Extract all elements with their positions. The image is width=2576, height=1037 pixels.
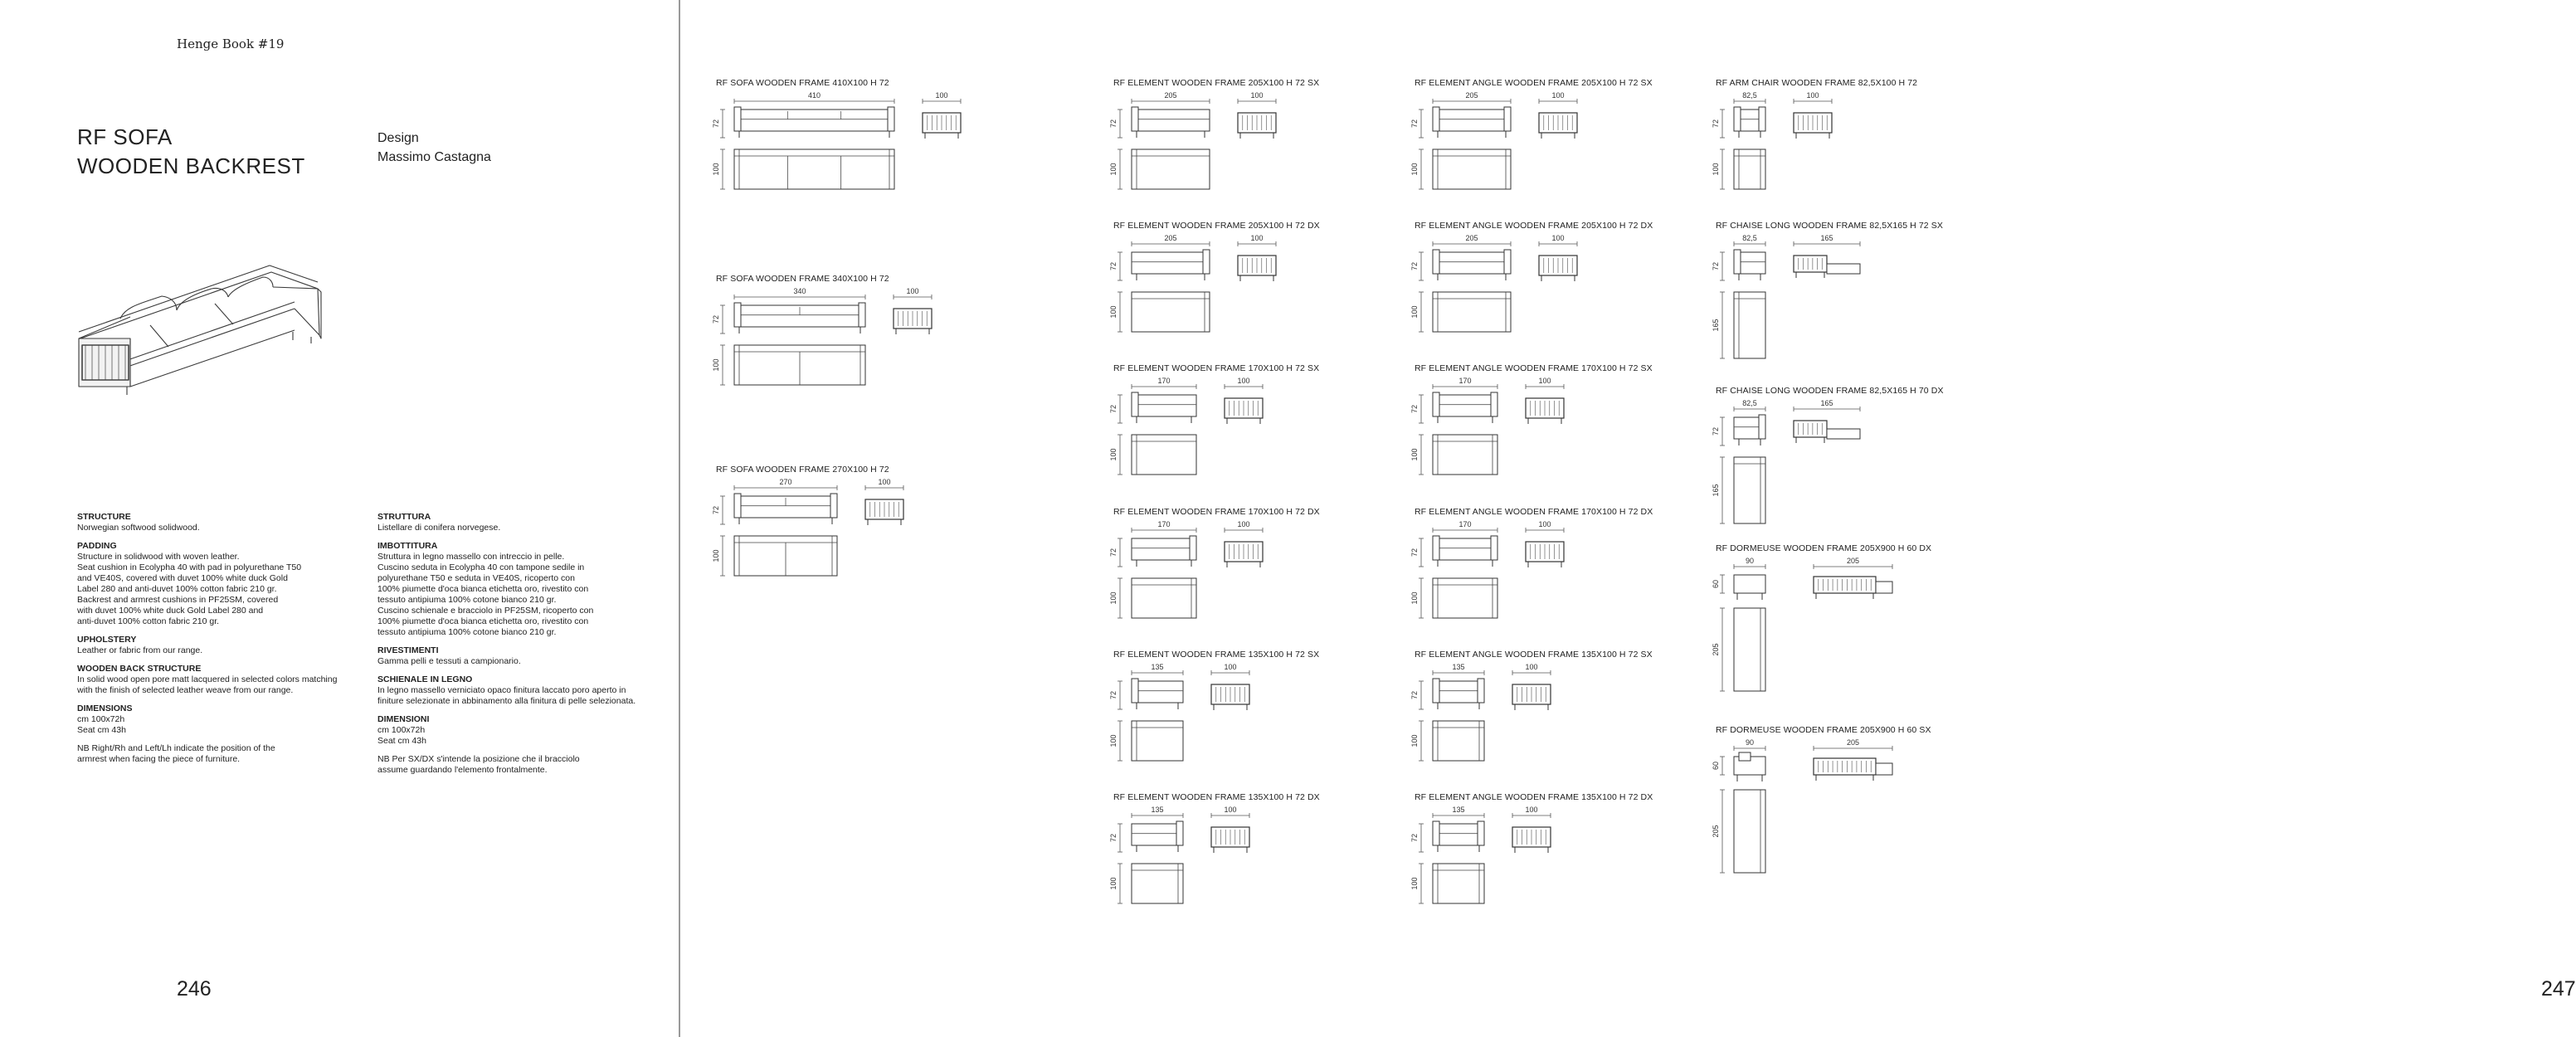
dimension-label: 72 xyxy=(1109,833,1118,843)
spec-heading: WOODEN BACK STRUCTURE xyxy=(77,664,202,674)
specs-italian xyxy=(377,512,676,776)
spec-body: Leather or fabric from our range. xyxy=(77,645,203,655)
spec-note: NB Per SX/DX s'intende la posizione che il bracciolo assume guardando l'elemento frontalmente. xyxy=(377,754,580,775)
dimension-label: 165 xyxy=(1712,319,1720,332)
dimension-label: 100 xyxy=(1237,520,1250,528)
dimension-label: 170 xyxy=(1157,377,1171,385)
dimension-label: 72 xyxy=(1712,119,1720,129)
model-title: RF SOFA WOODEN FRAME 270X100 H 72 xyxy=(716,465,889,475)
dimension-label: 205 xyxy=(1465,91,1478,100)
designer-name: Massimo Castagna xyxy=(377,150,491,164)
dimension-label: 72 xyxy=(1109,690,1118,700)
dimension-label: 82,5 xyxy=(1742,399,1757,407)
model-title: RF ELEMENT ANGLE WOODEN FRAME 170X100 H 72 DX xyxy=(1415,507,1653,517)
dimension-label: 100 xyxy=(1109,734,1118,747)
dimension-label: 165 xyxy=(1712,484,1720,497)
model-title: RF DORMEUSE WOODEN FRAME 205X900 H 60 DX xyxy=(1716,543,1932,553)
product-title xyxy=(77,123,305,181)
dimension-label: 170 xyxy=(1458,377,1472,385)
dimension-label: 205 xyxy=(1465,234,1478,242)
dimension-label: 100 xyxy=(906,287,919,295)
spec-body: Gamma pelli e tessuti a campionario. xyxy=(377,656,521,666)
dimension-label: 72 xyxy=(1712,426,1720,436)
dimension-label: 100 xyxy=(1525,663,1538,671)
drawing-sofa xyxy=(712,91,965,244)
design-label: Design xyxy=(377,131,419,145)
dimension-label: 100 xyxy=(1250,91,1264,100)
dimension-label: 72 xyxy=(1410,261,1419,271)
dimension-label: 82,5 xyxy=(1742,91,1757,100)
model-title: RF CHAISE LONG WOODEN FRAME 82,5X165 H 72 SX xyxy=(1716,221,1943,231)
dimension-label: 100 xyxy=(1551,91,1565,100)
dimension-label: 100 xyxy=(1538,377,1551,385)
spec-heading: IMBOTTITURA xyxy=(377,541,438,551)
model-title: RF CHAISE LONG WOODEN FRAME 82,5X165 H 70 DX xyxy=(1716,386,1944,396)
dimension-label: 100 xyxy=(712,358,720,372)
dimension-label: 72 xyxy=(1410,119,1419,129)
model-title: RF SOFA WOODEN FRAME 410X100 H 72 xyxy=(716,78,889,88)
spec-heading: DIMENSIONI xyxy=(377,714,430,724)
dimension-label: 100 xyxy=(1224,806,1237,814)
dimension-label: 100 xyxy=(1410,448,1419,461)
model-title: RF ELEMENT ANGLE WOODEN FRAME 135X100 H 72 DX xyxy=(1415,792,1653,802)
spec-heading: STRUTTURA xyxy=(377,512,431,522)
left-page xyxy=(0,0,679,1037)
spec-heading: DIMENSIONS xyxy=(77,704,133,713)
dimension-label: 100 xyxy=(712,163,720,176)
dimension-label: 100 xyxy=(1410,305,1419,319)
dimension-label: 100 xyxy=(1410,163,1419,176)
dimension-label: 72 xyxy=(1109,548,1118,557)
dimension-label: 72 xyxy=(1109,261,1118,271)
dimension-label: 72 xyxy=(1410,690,1419,700)
dimension-label: 72 xyxy=(712,505,720,515)
dimension-label: 100 xyxy=(1410,877,1419,890)
drawing-sofa xyxy=(712,287,965,440)
dimension-label: 100 xyxy=(1712,163,1720,176)
spec-heading: STRUCTURE xyxy=(77,512,131,522)
dimension-label: 60 xyxy=(1712,579,1720,589)
dimension-label: 170 xyxy=(1157,520,1171,528)
drawing-dormeuse-dx xyxy=(1712,557,1965,709)
dimension-label: 165 xyxy=(1820,399,1833,407)
model-title: RF DORMEUSE WOODEN FRAME 205X900 H 60 SX xyxy=(1716,725,1931,735)
dimension-label: 205 xyxy=(1712,643,1720,656)
model-title: RF ELEMENT ANGLE WOODEN FRAME 135X100 H 72 SX xyxy=(1415,650,1653,660)
dimension-label: 72 xyxy=(1410,404,1419,414)
model-title: RF ELEMENT WOODEN FRAME 170X100 H 72 SX xyxy=(1113,363,1320,373)
model-title: RF ARM CHAIR WOODEN FRAME 82,5X100 H 72 xyxy=(1716,78,1918,88)
dimension-label: 60 xyxy=(1712,761,1720,771)
dimension-label: 170 xyxy=(1458,520,1472,528)
model-title: RF ELEMENT WOODEN FRAME 135X100 H 72 DX xyxy=(1113,792,1320,802)
model-title: RF ELEMENT WOODEN FRAME 205X100 H 72 DX xyxy=(1113,221,1320,231)
spec-heading: PADDING xyxy=(77,541,117,551)
dimension-label: 72 xyxy=(712,119,720,129)
dimension-label: 270 xyxy=(779,478,792,486)
spec-heading: RIVESTIMENTI xyxy=(377,645,439,655)
dimension-label: 72 xyxy=(1712,261,1720,271)
page-number-right: 247 xyxy=(2541,977,2576,1000)
dimension-label: 72 xyxy=(1109,119,1118,129)
page-number-left: 246 xyxy=(177,977,212,1000)
spec-body: Listellare di conifera norvegese. xyxy=(377,523,501,533)
dimension-label: 205 xyxy=(1846,738,1860,747)
dimension-label: 100 xyxy=(1551,234,1565,242)
drawing-element-dx xyxy=(1109,806,1362,958)
dimension-label: 100 xyxy=(1806,91,1819,100)
dimension-label: 100 xyxy=(1109,877,1118,890)
drawing-angle-dx xyxy=(1410,806,1663,958)
dimension-label: 100 xyxy=(1538,520,1551,528)
dimension-label: 205 xyxy=(1164,91,1177,100)
product-title-line2: WOODEN BACKREST xyxy=(77,153,305,178)
dimension-label: 90 xyxy=(1745,557,1755,565)
dimension-label: 100 xyxy=(1109,592,1118,605)
dimension-label: 100 xyxy=(712,549,720,562)
model-title: RF ELEMENT ANGLE WOODEN FRAME 205X100 H 72 DX xyxy=(1415,221,1653,231)
drawing-sofa xyxy=(712,478,965,630)
dimension-label: 100 xyxy=(1410,734,1419,747)
dimension-label: 100 xyxy=(1410,592,1419,605)
model-title: RF ELEMENT WOODEN FRAME 135X100 H 72 SX xyxy=(1113,650,1320,660)
dimension-label: 100 xyxy=(1237,377,1250,385)
dimension-label: 100 xyxy=(1109,305,1118,319)
spec-body: In solid wood open pore matt lacquered in selected colors matching with the finish of selected leather weave from our range. xyxy=(77,674,338,695)
spec-body: Struttura in legno massello con intreccio in pelle. Cuscino seduta in Ecolypha 40 con tampone sedile in polyurethane T50 e seduta in VE40S, ricoperto con 100% piumette d'oca bianca etichetta oro, rivestito con tessuto antipiuma 100% cotone bianco 210 gr. Cuscino schienale e bracciolo in PF25SM, ricoperto con 100% piumette d'oca bianca etichetta oro, rivestito con tessuto antipiuma 100% cotone bianco 210 gr. xyxy=(377,552,594,637)
dimension-label: 90 xyxy=(1745,738,1755,747)
dimension-label: 72 xyxy=(1410,833,1419,843)
spec-heading: SCHIENALE IN LEGNO xyxy=(377,674,473,684)
sofa-perspective-illustration xyxy=(71,259,332,400)
drawing-chaise-dx xyxy=(1712,399,1965,552)
dimension-label: 135 xyxy=(1452,663,1465,671)
dimension-label: 135 xyxy=(1151,663,1164,671)
spec-body: In legno massello verniciato opaco finitura laccato poro aperto in finiture selezionate in abbinamento alla finitura di pelle selezionata. xyxy=(377,685,636,706)
right-page xyxy=(680,0,2576,1037)
dimension-label: 205 xyxy=(1164,234,1177,242)
model-title: RF ELEMENT ANGLE WOODEN FRAME 170X100 H 72 SX xyxy=(1415,363,1653,373)
product-title-line1: RF SOFA xyxy=(77,124,173,149)
dimension-label: 72 xyxy=(1410,548,1419,557)
dimension-label: 205 xyxy=(1712,825,1720,838)
dimension-label: 72 xyxy=(712,314,720,324)
dimension-label: 82,5 xyxy=(1742,234,1757,242)
model-title: RF SOFA WOODEN FRAME 340X100 H 72 xyxy=(716,274,889,284)
dimension-label: 100 xyxy=(1109,163,1118,176)
model-title: RF ELEMENT ANGLE WOODEN FRAME 205X100 H 72 SX xyxy=(1415,78,1653,88)
design-credit xyxy=(377,129,491,167)
dimension-label: 205 xyxy=(1846,557,1860,565)
spec-body: Norwegian softwood solidwood. xyxy=(77,523,200,533)
specs-english xyxy=(77,512,401,765)
dimension-label: 100 xyxy=(1109,448,1118,461)
model-title: RF ELEMENT WOODEN FRAME 205X100 H 72 SX xyxy=(1113,78,1320,88)
model-title: RF ELEMENT WOODEN FRAME 170X100 H 72 DX xyxy=(1113,507,1320,517)
dimension-label: 100 xyxy=(1250,234,1264,242)
spec-body: cm 100x72h Seat cm 43h xyxy=(77,714,126,735)
dimension-label: 100 xyxy=(1525,806,1538,814)
dimension-label: 100 xyxy=(1224,663,1237,671)
spec-heading: UPHOLSTERY xyxy=(77,635,137,645)
book-title: Henge Book #19 xyxy=(177,37,285,51)
dimension-label: 340 xyxy=(793,287,806,295)
dimension-label: 100 xyxy=(878,478,891,486)
dimension-label: 135 xyxy=(1151,806,1164,814)
drawing-chaise-sx xyxy=(1712,234,1965,387)
dimension-label: 72 xyxy=(1109,404,1118,414)
spec-body: cm 100x72h Seat cm 43h xyxy=(377,725,426,746)
spec-body: Structure in solidwood with woven leather. Seat cushion in Ecolypha 40 with pad in polyurethane T50 and VE40S, covered with duvet 100% white duck Gold Label 280 and anti-duvet 100% cotton fabric 210 gr. Backrest and armrest cushions in PF25SM, covered with duvet 100% white duck Gold Label 280 and anti-duvet 100% cotton fabric 210 gr. xyxy=(77,552,302,626)
drawing-dormeuse-sx xyxy=(1712,738,1965,891)
spec-note: NB Right/Rh and Left/Lh indicate the position of the armrest when facing the piece of furniture. xyxy=(77,743,275,764)
dimension-label: 410 xyxy=(807,91,821,100)
dimension-label: 100 xyxy=(935,91,948,100)
dimension-label: 135 xyxy=(1452,806,1465,814)
dimension-label: 165 xyxy=(1820,234,1833,242)
